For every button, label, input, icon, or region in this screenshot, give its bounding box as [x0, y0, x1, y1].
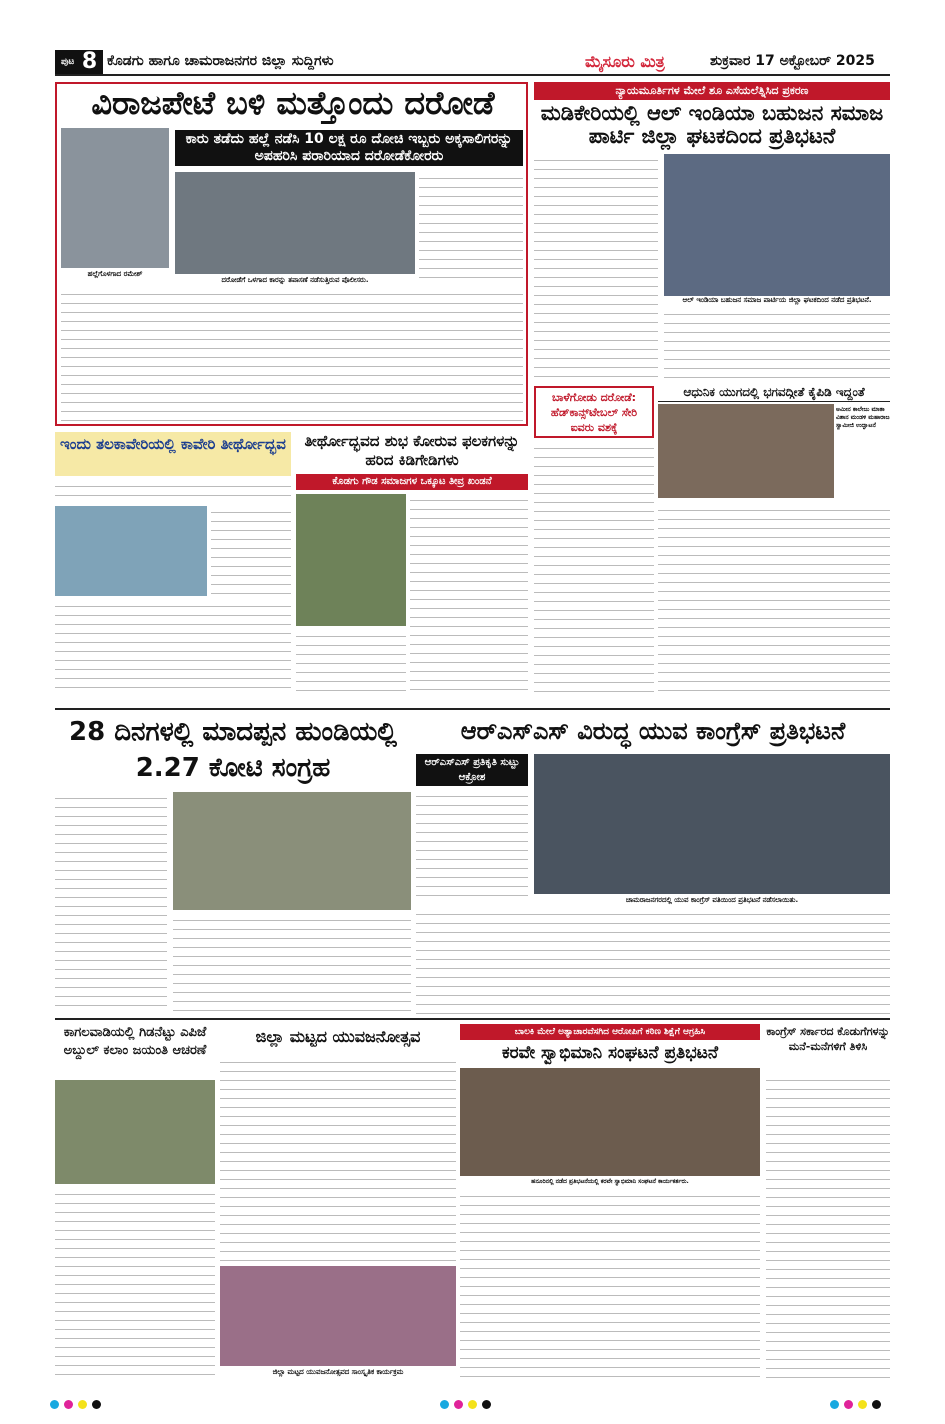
story8-body-left [416, 790, 528, 900]
reg-dot-black [872, 1400, 881, 1409]
story10-photo-caption: ಜಿಲ್ಲಾ ಮಟ್ಟದ ಯುವಜನೋತ್ಸವದ ಸಾಂಸ್ಕೃತಿಕ ಕಾರ್ಯಕ್ರಮ [272, 1368, 404, 1376]
story6-body-right [410, 494, 528, 692]
story2-headline: ಮಡಿಕೇರಿಯಲ್ಲಿ ಆಲ್ ಇಂಡಿಯಾ ಬಹುಜನ ಸಮಾಜ ಪಾರ್ಟಿ ಜಿಲ್ಲಾ ಘಟಕದಿಂದ ಪ್ರತಿಭಟನೆ [540, 101, 884, 149]
story1-photo1-caption: ಹಲ್ಲೆಗೊಳಗಾದ ರಮೇಶ್ [87, 270, 143, 278]
reg-dot-cyan [830, 1400, 839, 1409]
story11-photo [460, 1068, 760, 1176]
story6-photo [296, 494, 406, 626]
reg-dot-yellow [858, 1400, 867, 1409]
story4-photo [658, 404, 834, 498]
registration-marks-right [830, 1400, 900, 1412]
story2-photo [664, 154, 890, 296]
story7-headline: 28 ದಿನಗಳಲ್ಲಿ ಮಾದಪ್ಪನ ಹುಂಡಿಯಲ್ಲಿ 2.27 ಕೋಟಿ ಸಂಗ್ರಹ [69, 717, 397, 783]
story8-headline: ಆರ್‌ಎಸ್‌ಎಸ್ ವಿರುದ್ಧ ಯುವ ಕಾಂಗ್ರೆಸ್ ಪ್ರತಿಭಟನೆ [460, 717, 846, 745]
issue-date: ಶುಕ್ರವಾರ 17 ಅಕ್ಟೋಬರ್ 2025 [710, 53, 875, 69]
story-congress-contributions [766, 1024, 890, 1380]
story-balegodu-robbery [534, 386, 654, 694]
page-label: ಪುಟ [61, 57, 75, 67]
story4-photo-caption: ಅಮೀನ ಕಾಲೇಜು ಮಾತಾ ವಿಶಾನ ಮಂಡಳಿ ಮಹಾರಾಜ ಸ್ವಾಮೀಜಿ ಉದ್ಘಾಟನೆ [836, 406, 890, 429]
story4-body [658, 504, 890, 692]
story1-body-right [419, 172, 523, 282]
reg-dot-magenta [844, 1400, 853, 1409]
divider-mid [55, 708, 890, 710]
story6-headline: ತೀರ್ಥೋದ್ಭವದ ಶುಭ ಕೋರುವ ಫಲಕಗಳನ್ನು ಹರಿದ ಕಿಡಿಗೇಡಿಗಳು [304, 432, 520, 469]
page-header [55, 50, 890, 76]
story3-headline: ಬಾಳೆಗೋಡು ದರೋಡೆ: ಹೆಡ್‌ಕಾನ್ಸ್‌ಟೇಬಲ್ ಸೇರಿ ಐವರು ವಶಕ್ಕೆ [534, 386, 654, 438]
reg-dot-yellow [78, 1400, 87, 1409]
section-title: ಕೊಡಗು ಹಾಗೂ ಚಾಮರಾಜನಗರ ಜಿಲ್ಲಾ ಸುದ್ದಿಗಳು [107, 53, 334, 69]
reg-dot-magenta [64, 1400, 73, 1409]
story-karave-protest [460, 1024, 760, 1380]
story8-subhead: ಆರ್‌ಎಸ್‌ಎಸ್ ಪ್ರತಿಕೃತಿ ಸುಟ್ಟು ಆಕ್ರೋಶ [416, 754, 528, 786]
story1-photo2-caption: ದರೋಡೆಗೆ ಒಳಗಾದ ಕಾರನ್ನು ತಪಾಸಣೆ ನಡೆಸುತ್ತಿರುವ ಪೊಲೀಸರು. [221, 276, 369, 284]
page-number: 8 [81, 49, 98, 74]
story1-photo-car [175, 172, 415, 274]
story1-headline: ವಿರಾಜಪೇಟೆ ಬಳಿ ಮತ್ತೊಂದು ದರೋಡೆ [91, 84, 495, 122]
story11-photo-caption: ಹನೂರಿನಲ್ಲಿ ನಡೆದ ಪ್ರತಿಭಟನೆಯಲ್ಲಿ ಕರವೇ ಸ್ವಾಭಿಮಾನಿ ಸಂಘಟನೆ ಕಾರ್ಯಕರ್ತರು. [531, 1178, 689, 1185]
reg-dot-magenta [454, 1400, 463, 1409]
story-banners-torn [296, 432, 528, 694]
story6-body-left [296, 630, 406, 692]
story8-body [416, 908, 890, 1014]
story8-photo [534, 754, 890, 894]
registration-marks-left [50, 1400, 170, 1412]
story10-headline: ಜಿಲ್ಲಾ ಮಟ್ಟದ ಯುವಜನೋತ್ಸವ [255, 1027, 421, 1046]
story9-headline: ಕಾಗಲವಾಡಿಯಲ್ಲಿ ಗಿಡನೆಟ್ಟು ಎಪಿಜೆ ಅಬ್ದುಲ್ ಕಲಾಂ ಜಯಂತಿ ಆಚರಣೆ [63, 1025, 207, 1058]
story11-headline: ಕರವೇ ಸ್ವಾಭಿಮಾನಿ ಸಂಘಟನೆ ಪ್ರತಿಭಟನೆ [501, 1043, 719, 1063]
story-youth-festival [220, 1024, 456, 1380]
story9-body [55, 1188, 215, 1380]
story3-body [534, 442, 654, 692]
story8-photo-caption: ಚಾಮರಾಜನಗರದಲ್ಲಿ ಯುವ ಕಾಂಗ್ರೆಸ್ ವತಿಯಿಂದ ಪ್ರತಿಭಟನೆ ನಡೆಸಲಾಯಿತು. [625, 896, 799, 904]
story5-photo [55, 506, 207, 596]
story-bsp-protest [534, 82, 890, 384]
masthead: ಮೈಸೂರು ಮಿತ್ರ [585, 52, 665, 71]
registration-marks-center [440, 1400, 510, 1412]
story12-headline: ಕಾಂಗ್ರೆಸ್ ಸರ್ಕಾರದ ಕೊಡುಗೆಗಳನ್ನು ಮನೆ-ಮನೆಗಳಿಗೆ ತಿಳಿಸಿ [766, 1025, 890, 1053]
divider-lower [55, 1018, 890, 1020]
story1-body-bottom [61, 288, 523, 422]
story-virajpet-robbery [55, 82, 528, 426]
story4-headline: ಆಧುನಿಕ ಯುಗದಲ್ಲಿ ಭಗವದ್ಗೀತೆ ಕೈಪಿಡಿ ಇದ್ದಂತೆ [658, 386, 890, 402]
story1-subhead: ಕಾರು ತಡೆದು ಹಲ್ಲೆ ನಡೆಸಿ 10 ಲಕ್ಷ ರೂ ದೋಚಿ ಇಬ್ಬರು ಅಕ್ಕಸಾಲಿಗರನ್ನು ಅಪಹರಿಸಿ ಪರಾರಿಯಾದ ದರೋಡೆಕೋರರು [175, 130, 523, 166]
story6-subhead: ಕೊಡಗು ಗೌಡ ಸಮಾಜಗಳ ಒಕ್ಕೂಟ ತೀವ್ರ ಖಂಡನೆ [296, 474, 528, 490]
story2-body-left [534, 154, 658, 382]
story5-body-side [211, 506, 291, 596]
story10-photo [220, 1266, 456, 1366]
story-bhagavad-gita [658, 386, 890, 694]
story12-body [766, 1074, 890, 1380]
story-talacauvery [55, 432, 291, 694]
reg-dot-black [92, 1400, 101, 1409]
story1-photo-portrait [61, 128, 169, 268]
story7-body-right [173, 914, 411, 1014]
story5-headline: ಇಂದು ತಲಕಾವೇರಿಯಲ್ಲಿ ಕಾವೇರಿ ತೀರ್ಥೋದ್ಭವ [55, 432, 291, 476]
story5-intro [55, 480, 291, 504]
story11-kicker: ಬಾಲಕಿ ಮೇಲೆ ಅತ್ಯಾಚಾರವೆಸಗಿದ ಆರೋಪಿಗೆ ಕಠಿಣ ಶಿಕ್ಷೆಗೆ ಆಗ್ರಹಿಸಿ [460, 1024, 760, 1040]
story2-body-right [664, 308, 890, 382]
story7-body-left [55, 792, 167, 1014]
story7-photo [173, 792, 411, 910]
story2-kicker: ನ್ಯಾಯಮೂರ್ತಿಗಳ ಮೇಲೆ ಶೂ ಎಸೆಯಲೆತ್ನಿಸಿದ ಪ್ರಕರಣ [534, 82, 890, 100]
story10-body [220, 1056, 456, 1262]
page-number-box [55, 50, 103, 74]
reg-dot-cyan [440, 1400, 449, 1409]
reg-dot-black [482, 1400, 491, 1409]
story9-photo [55, 1080, 215, 1184]
story-rss-protest [416, 714, 890, 1014]
story11-body [460, 1190, 760, 1380]
reg-dot-yellow [468, 1400, 477, 1409]
story2-photo-caption: ಆಲ್ ಇಂಡಿಯಾ ಬಹುಜನ ಸಮಾಜ ಪಾರ್ಟಿಯ ಜಿಲ್ಲಾ ಘಟಕದಿಂದ ನಡೆದ ಪ್ರತಿಭಟನೆ. [682, 296, 872, 304]
story-kalam-jayanti [55, 1024, 215, 1380]
reg-dot-cyan [50, 1400, 59, 1409]
story-hundi-collection [55, 714, 411, 1014]
story5-body [55, 600, 291, 692]
